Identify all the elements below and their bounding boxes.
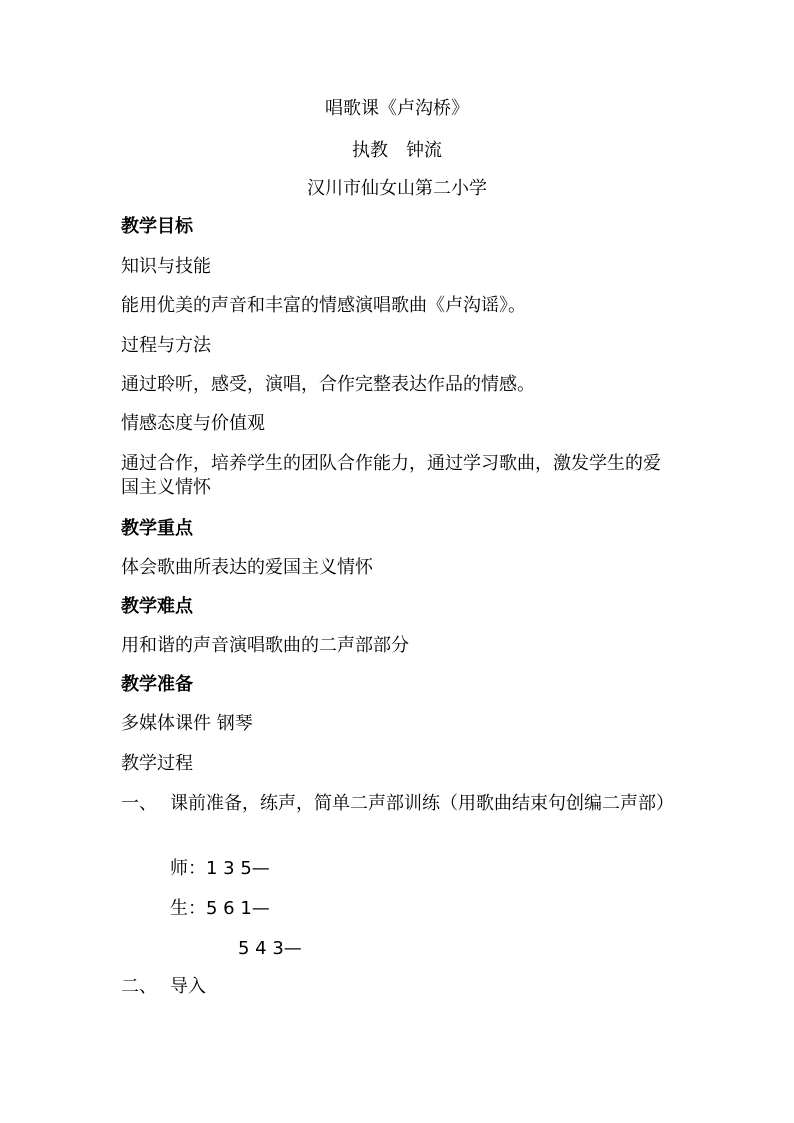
step-text: 导入 xyxy=(170,976,206,997)
difficulty-heading: 教学难点 xyxy=(121,596,193,617)
key-point-heading: 教学重点 xyxy=(121,518,193,539)
preparation-text: 多媒体课件 钢琴 xyxy=(121,713,253,734)
step-number: 二、 xyxy=(121,976,157,997)
step-text: 课前准备，练声，简单二声部训练（用歌曲结束句创编二声部） xyxy=(170,793,674,814)
knowledge-heading: 知识与技能 xyxy=(121,256,211,277)
key-point-text: 体会歌曲所表达的爱国主义情怀 xyxy=(121,557,373,578)
teacher-line: 执教 钟流 xyxy=(352,140,442,161)
process-text: 通过聆听，感受，演唱，合作完整表达作品的情感。 xyxy=(121,374,535,395)
process-heading: 过程与方法 xyxy=(121,335,211,356)
difficulty-text: 用和谐的声音演唱歌曲的二声部部分 xyxy=(121,635,409,656)
document-title: 唱歌课《卢沟桥》 xyxy=(325,98,469,119)
attitude-text: 通过合作，培养学生的团队合作能力，通过学习歌曲，激发学生的爱国主义情怀 xyxy=(121,453,661,498)
procedure-step xyxy=(121,975,681,999)
procedure-heading: 教学过程 xyxy=(121,753,193,774)
objectives-heading: 教学目标 xyxy=(121,216,193,237)
attitude-heading: 情感态度与价值观 xyxy=(121,413,265,434)
school-line: 汉川市仙女山第二小学 xyxy=(307,178,487,199)
student-exercise-line: 生：5 6 1— xyxy=(170,898,270,919)
knowledge-text: 能用优美的声音和丰富的情感演唱歌曲《卢沟谣》。 xyxy=(121,295,526,316)
student-exercise-line-2: 5 4 3— xyxy=(238,938,302,959)
procedure-step xyxy=(121,792,681,840)
preparation-heading: 教学准备 xyxy=(121,674,193,695)
teacher-exercise-line: 师：1 3 5— xyxy=(170,858,270,879)
step-number: 一、 xyxy=(121,793,157,814)
